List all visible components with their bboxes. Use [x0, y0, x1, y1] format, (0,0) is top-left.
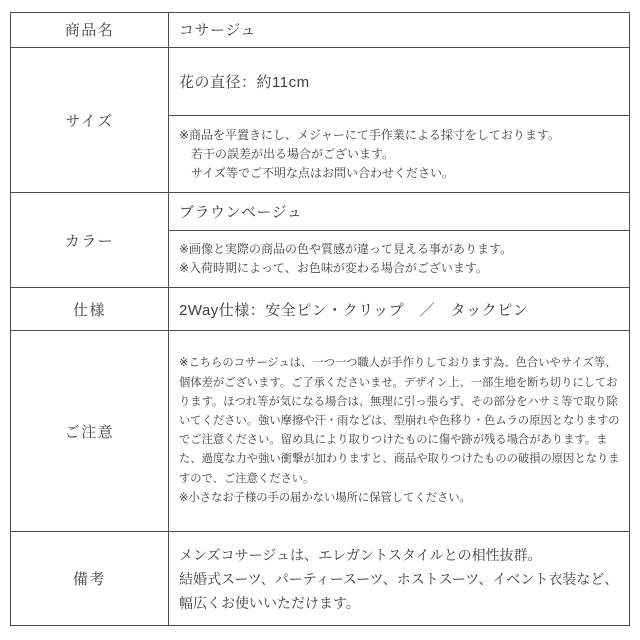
color-label: カラー — [11, 193, 169, 287]
row-remarks — [11, 531, 629, 625]
color-note-line: ※入荷時期によって、お色味が変わる場合がございます。 — [179, 261, 488, 276]
remarks-text — [169, 532, 629, 625]
caution-value-area — [169, 331, 629, 531]
caution-label: ご注意 — [11, 331, 169, 531]
color-value-area — [169, 193, 629, 287]
remarks-line: 幅広くお使いいただけます。 — [179, 594, 360, 611]
remarks-line: メンズコサージュは、エレガントスタイルとの相性抜群。 — [179, 546, 542, 563]
color-note-line: ※画像と実際の商品の色や質感が違って見える事があります。 — [179, 242, 513, 257]
row-caution — [11, 330, 629, 531]
size-note-line: 若干の誤差が出る場合がございます。 — [191, 146, 395, 161]
remarks-label: 備考 — [11, 532, 169, 625]
color-notes — [169, 231, 629, 287]
size-value: 花の直径：約11cm — [169, 48, 629, 116]
spec-value-area — [169, 288, 629, 330]
product-name-label: 商品名 — [11, 13, 169, 47]
product-spec-table — [10, 12, 630, 626]
size-label: サイズ — [11, 48, 169, 193]
caution-paragraph: ※小さなお子様の手の届かない場所に保管してください。 — [179, 491, 471, 504]
row-product-name — [11, 13, 629, 47]
spec-label: 仕様 — [11, 288, 169, 330]
row-spec — [11, 287, 629, 330]
row-color — [11, 192, 629, 287]
size-note-line: サイズ等でご不明な点はお問い合わせください。 — [191, 165, 455, 180]
remarks-line: 結婚式スーツ、パーティースーツ、ホストスーツ、イベント衣装など、 — [179, 570, 619, 587]
remarks-value-area — [169, 532, 629, 625]
spec-value: 2Way仕様：安全ピン・クリップ ／ タックピン — [179, 301, 529, 319]
product-name-value: コサージュ — [179, 22, 256, 40]
caution-text — [169, 331, 629, 531]
size-notes — [169, 116, 629, 193]
size-note-line: ※商品を平置きにし、メジャーにて手作業による採寸をしております。 — [179, 127, 560, 142]
size-value-area — [169, 48, 629, 193]
caution-paragraph: ※こちらのコサージュは、一つ一つ職人が手作りしております為、色合いやサイズ等、個体差がございます。ご了承くださいませ。デザイン上、一部生地を断ち切りにしております。ほつれ等が気になる場合は、無理に引っ張らず、その部分をハサミ等で取り除いてください。強い摩擦や汗・雨などは、型崩れや色移り・色ムラの原因となりますのでご注意ください。留め具により取りつけたものに傷や跡が残る場合があります。また、過度な力や強い衝撃が加わりますと、商品や取りつけたものの破損の原因となりますので、ご注意ください。 — [179, 357, 620, 485]
product-name-value-area — [169, 13, 629, 47]
color-value: ブラウンベージュ — [169, 193, 629, 231]
row-size — [11, 47, 629, 193]
